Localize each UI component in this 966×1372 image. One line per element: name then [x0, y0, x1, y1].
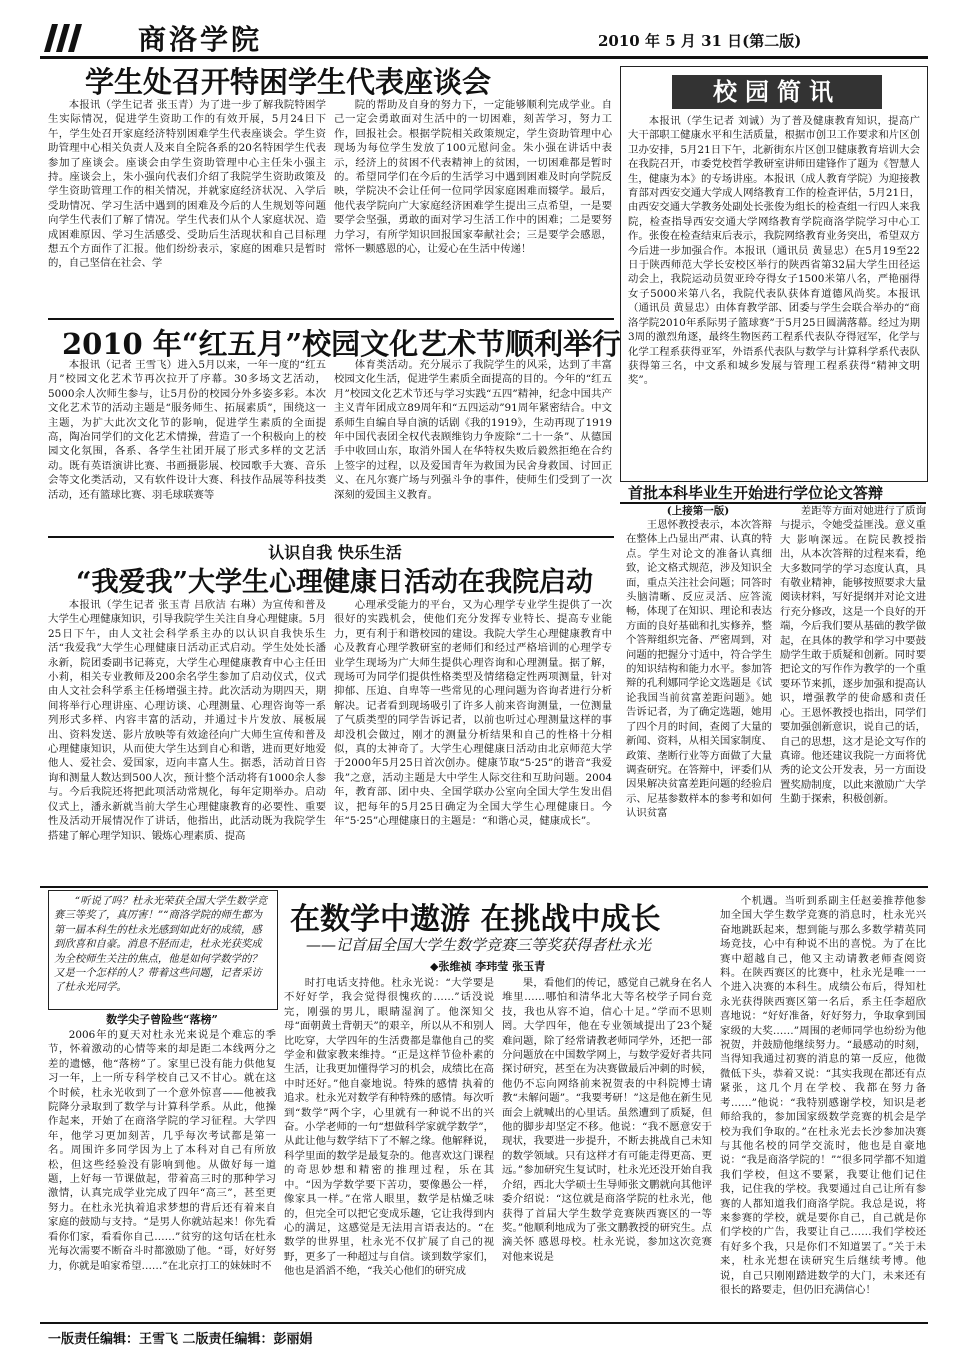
article4-headline: 首批本科毕业生开始进行学位论文答辩 — [628, 484, 884, 502]
article5-intro: “听说了吗？杜永光荣获全国大学生数学竞赛三等奖了，真厉害！”“商洛学院的师生都为第一届本科生的杜永光感到如此好的成绩，感到欣喜和自豪。消息不胫而走，杜永光获奖成为全校师生关注的焦点，他是如何学数学的？又是一个怎样的人？带着这些问题，记者采访了杜永光同学。 — [54, 895, 268, 994]
article4-col1-text: 王恩怀教授表示，本次答辩在整体上凸显出严肃、认真的特点。学生对论文的准备认真细致，论文格式规范，涉及知识全面，重点关注社会问题；同答时头脑清晰、反应灵活、应答流畅，体现了在知识、理论和表达方面的良好基础和扎实修养，整个答辩组织完备、严密周到，对问题的把握分寸适中，符合学生的知识结构和能力水平。参加答辩的孔利娜同学论文选题是《试论我国当前贫富差距问题》。她告诉记者，为了确定选题，她用了四个月的时间，查阅了大量的新闻、资料，从相关国家制度、政策、垄断行业等方面做了大量调查研究。在答辩中，评委们从因果解决贫富差距问题的经验启示、尼基参数样本的参考和如何认识贫富 — [626, 519, 772, 820]
footer-editors: 一版责任编辑：王雪飞 二版责任编辑：彭丽娟 — [48, 1332, 313, 1347]
article3-col2 — [334, 598, 612, 880]
article5-col1 — [48, 1028, 276, 1318]
article5-subtitle: ——记首届全国大学生数学竞赛三等奖获得者杜永光 — [306, 936, 652, 954]
article3-kicker: 认识自我 快乐生活 — [268, 543, 402, 562]
divider — [48, 318, 614, 320]
article2-col2 — [334, 358, 612, 533]
article5-col3-text: 果，看他们的传记，感觉自己就身在名人堆里……哪怕和清华北大等名校学子同台竞技，我也从容不迫，信心十足。”学而不思则罔。大学四年，他在专业领域提出了23个疑难问题，除了经常请教老师同学外，还把一部分问题放在中国数学网上，与数学爱好者共同探讨研究，甚至在为决赛做最后冲刺的时候，他仍不忘向网络前来祝贺表的中科院博士请教“未解问题”。“我要考研！”这是他在新生见面会上就喊出的心里话。虽然遭到了质疑，但他的脚步却坚定不移。他说：“我不愿意安于现状，我要进一步提升，不断去挑战自己未知的数学领域。只有这样才有可能走得更高、更远。”参加研究生复试时，杜永光还没开始自我介绍，西北大学硕士生导师张文鹏就向其他评委介绍说：“这位就是商洛学院的杜永光，他获得了首届大学生数学竞赛陕西赛区的一等奖。”他顺利地成为了张文鹏教授的研究生。点滴关怀 感恩母校。杜永光说，参加这次竞赛对他来说是 — [502, 977, 712, 1263]
article3-col1-text: 本报讯（学生记者 张玉青 吕欣洁 右琳）为宣传和普及大学生心理健康知识，引导我院学生关注自身心理健康。5月25日下午，由人文社会科学系主办的以认识自我快乐生活“我爱我”大学生心理健康日活动正式启动。学生处处长潘永新，院团委副书记蒋克，大学生心理健康教育中心主任田小莉，相关专业教师及200余名学生参加了启动仪式，仪式由人文社会科学系主任杨增强主持。此次活动为期四天，期间将举行心理讲座、心理访谈、心理测量、心理咨询等一系列形式多样、内容丰富的活动，并通过卡片发放、展板展出、资料发送、影片放映等有效途径向广大师生宣传和普及心理健康知识，从而使大学生达到自心和谐，进而更好地爱他人、爱社会、爱国家，迈向丰富人生。据悉，活动首日咨询和测量人数达到500人次，预计整个活动将有1000余人参与。今后我院还将把此项活动常规化，每年定期举办。启动仪式上，潘永新就当前大学生心理健康教育的必要性、重要性及活动开展情况作了讲话，他指出，此活动既为我院学生搭建了解心理学知识、锻炼心理素质、提高 — [48, 599, 326, 842]
article4-col2-text: 差距等方面对她进行了质询与提示，令她受益匪浅。意义重大 影响深远。在院民教授指出，从本次答辩的过程来看，绝大多数同学的学习态度认真，具有敬业精神，能够按照要求大量阅读材料，写好提纲并对论文进行充分修改，这是一个良好的开端，今后我们要从基础的教学做起，在具体的教学和学习中要鼓励学生敢于质疑和创新。同时要把论文的写作作为教学的一个重要环节来抓，逐步加强和提高认识，增强教学的使命感和责任心。王恩怀教授也指出，同学们要加强创新意识，说自己的话，自己的思想，这才是论文写作的真谛。他还建议我院一方面将优秀的论文公开发表，另一方面设置奖励制度，以此来激励广大学生勤于探索，积极创新。 — [780, 505, 926, 806]
article3-headline: “我爱我”大学生心理健康日活动在我院启动 — [76, 567, 594, 598]
masthead-logo-bars — [42, 22, 102, 52]
article5-col4 — [720, 894, 926, 1318]
article5-col2 — [284, 976, 494, 1318]
article5-col2-text: 时打电话支持他。杜永光说：“大学要是不好好学，我会觉得很愧疚的……”话没说完，刚强的男儿，眼睛湿润了。他深知父母“面朝黄土背朝天”的艰辛，所以从不和别人比吃穿，大学四年的生活费都是靠他自己的奖学金和做家教来维持。“正是这样节俭朴素的生活，让我更加懂得学习的机会，成绩比在高中时还好。”他自豪地说。特殊的感情 执着的追求。杜永光对数学有种特殊的感情。每次听到“数学”两个字，心里就有一种说不出的兴奋。小学老师的一句“想做科学家就学数学”，从此让他与数学结下了不解之缘。他解释说，科学里面的数学是最复杂的。他喜欢这门课程的奇思妙想和精密的推理过程，乐在其中。“因为学数学要下苦功，要像愚公一样，像家具一样。”在常人眼里，数学是枯燥乏味的，但完全可以把它变成乐趣，它让我得到内心的满足，这感觉是无法用言语表达的。“在数学的世界里，杜永光不仅扩展了自己的视野，更多了一种超过与自信。谈到数学家们，他也是滔滔不绝，“我关心他们的研究成 — [284, 977, 494, 1278]
divider — [48, 536, 614, 538]
article3-col1 — [48, 598, 326, 880]
masthead-name: 商洛学院 — [138, 23, 263, 56]
article2-col2-text: 体育类活动。充分展示了我院学生的风采，达到了丰富校园文化生活，促进学生素质全面提高的目的。今年的“红五月”校园文化艺术节还与学习实践“五四”精神，纪念中国共产主义青年团成立89周年和“五四运动”91周年紧密结合。中文系师生自编自导自演的话剧《我的1919》，生动再现了1919年中国代表团全权代表顾维钧力争废除“二十一条”、从德国手中收回山东，取消外国人在华特权失败后毅然拒绝在合约上签字的过程，以及爱国青年为救国为民舍身救国、讨回正义、在凡尔赛广场与列强斗争的事件，使师生们受到了一次深刻的爱国主义教育。 — [334, 359, 612, 501]
article1-col1-text: 本报讯（学生记者 张玉青）为了进一步了解我院特困学生实际情况，促进学生资助工作的有效开展，5月24日下午，学生处召开家庭经济特别困难学生代表座谈会。学生资助管理中心相关负责人及来自全院各系的20名特困学生代表参加了座谈会。座谈会由学生资助管理中心主任朱小强主持。座谈会上，朱小强向代表们介绍了我院学生资助政策及学生资助管理工作的相关情况，并就家庭经济状况、入学后受助情况、学习生活中遇到的困难及今后的人生规划等问题向学生代表们了解了情况。学生代表们从个人家庭状况、造成困难原因、学习生活感受、受助后生活现状和自己目标理想五个方面作了汇报。他们纷纷表示，家庭的困难只是暂时的，自己坚信在社会、学 — [48, 99, 326, 270]
masthead-date: 2010 年 5 月 31 日(第二版) — [598, 32, 802, 50]
sidebar-title: 校园简讯 — [672, 75, 882, 109]
article2-col1-text: 本报讯（记者 王雪飞）进入5月以来，一年一度的“红五月”校园文化艺术节再次拉开了序幕。30多场文艺活动，5000余人次师生参与，让5月份的校园分外多姿多彩。本次文化艺术节的活动主题是“服务师生、拓展素质”，围绕这一主题，为扩大此次文化节的影响，促进学生素质的全面提高，陶冶同学们的文化艺术情操，营造了一个积极向上的校园文化氛围，各系、各学生社团开展了形式多样的文艺活动。既有英语演讲比赛、书画摄影展、校园歌手大赛、音乐会等文化类活动，又有软件设计大赛、科技作品展等科技类活动，还有篮球比赛、羽毛球联赛等 — [48, 359, 326, 501]
article5-intro-block — [54, 894, 272, 1004]
sidebar-text-block — [628, 114, 920, 476]
article5-col1-text: 2006年的夏天对杜永光来说是个难忘的季节，怀着激动的心情等来的却是距二本线两分之差的遗憾，他“落榜”了。家里已没有能力供他复习一年，上一所专科学校自己又不甘心。就在这个时候，杜永光收到了一个意外惊喜——他被我院降分录取到了数学与计算科学系。从此，他操作起来，开始了在商洛学院的学习征程。大学四年，他学习更加刻苦，几乎每次考试都是第一名。周围许多同学因为上了本科对自己有所放松，但这些经验没有影响到他。从做好每一道题，上好每一节课做起，带着高三时的那种学习激情，认真完成学业完成了四年“高三”，甚至更努力。在杜永光执着追求梦想的背后还有着来自家庭的鼓励与支持。“是男人你就站起来！你先看看你们家，看看你自己……”贫穷的这句话在杜永光每次需要不断奋斗时都激励了他。“哥，好好努力，你就是咱家希望……”在北京打工的妹妹时不 — [48, 1029, 276, 1272]
article4-col1 — [626, 518, 772, 880]
article4-col2 — [780, 504, 926, 880]
article1-col2-text: 院的帮助及自身的努力下，一定能够顺利完成学业。自己一定会勇敢面对生活中的一切困难，刻苦学习，努力工作，回报社会。根据学院相关政策规定，学生资助管理中心现场为每位学生发放了100元慰问金。朱小强在讲话中表示，经济上的贫困不代表精神上的贫困，一切困难都是暂时的。希望同学们在今后的生活学习中遇到困难及时向学院反映，学院决不会让任何一位同学因家庭困难而辍学。最后，他代表学院向广大家庭经济困难学生提出三点希望，一是要要学会坚强，勇敢的面对学习生活工作中的困难；二是要努力学习，有所学知识回报国家奉献社会；三是要学会感恩，常怀一颗感恩的心，让爱心在生活中传递！ — [334, 99, 612, 256]
footer-rule — [40, 1322, 928, 1324]
article2-headline: 2010 年“红五月”校园文化艺术节顺利举行 — [62, 327, 622, 361]
masthead-rule — [40, 56, 928, 59]
article5-col3 — [502, 976, 712, 1318]
article2-col1 — [48, 358, 326, 533]
section-rule — [40, 886, 928, 888]
sidebar-text: 本报讯（学生记者 刘诚）为了普及健康教育知识，提高广大干部职工健康水平和生活质量，根据市创卫工作要求和片区创卫办安排，5月21日下午，北新街东片区创卫健康教育培训大会在我院召开，市委党校哲学教研室讲师田建锋作了题为《智慧人生，健康为本》的专场讲座。本报讯（成人教育学院）为迎接教育部对西安交通大学成人网络教育工作的检查评估，5月21日，由西安交通大学教务处副处长张俊为组长的检查组一行四人来我院，检查指导西安交通大学网络教育学院商洛学院学习中心工作。张俊在检查结束后表示，我院网络教育业务突出，希望双方今后进一步加强合作。本报讯（通讯员 黄显忠）在5月19至22日于陕西师范大学长安校区举行的陕西省第32届大学生田径运动会上，我院运动员贺亚玲夺得女子1500米第八名，严艳丽得女子5000米第八名，我院代表队获体育道德风尚奖。本报讯（通讯员 黄显忠）由体育教学部、团委与学生会联合举办的“商洛学院2010年系际男子篮球赛”于5月25日圆满落幕。经过为期3周的激烈角逐，最终生物医药工程系代表队夺得冠军，化学与化学工程系获得亚军，外语系代表队与数学与计算科学系代表队获得第三名，中文系和城乡发展与管理工程系获得“精神文明奖”。 — [628, 115, 920, 387]
article5-headline: 在数学中遨游 在挑战中成长 — [290, 902, 661, 937]
article1-col1 — [48, 98, 326, 313]
article5-col4-text: 个机遇。当听到系副主任赵姜推荐他参加全国大学生数学竞赛的消息时，杜永光兴奋地跳跃起来，想到能与那么多数学精英同场竞技，心中有种说不出的喜悦。为了在比赛中超越自己，他又主动请教老师查阅资料。在陕西赛区的比赛中，杜永光是唯一一个进入决赛的本科生。成绩公布后，得知杜永光获得陕西赛区第一名后，系主任李超欣喜地说：“好好准备，好好努力，争取拿到国家级的大奖……”周围的老师同学也纷纷为他祝贺，并鼓励他继续努力。“最感动的时刻，当得知我通过初赛的消息的第一反应，他微微低下头，恭着又说：“其实我现在都还有点紧张，这几个月在学校、我都在努力备考……”他说：“我特别感谢学校，知识是老师给我的，参加国家级数学竞赛的机会是学校为我们争取的。”在杜永光去长沙参加决赛与其他名校的同学交流时，他也是自豪地说：“我是商洛学院的！”“很多同学都不知道我们学校，但这不要紧，我要让他们记住我，记住我的学校。我要通过自己让所有参赛的人都知道我们商洛学院。我总是说，将来参赛的学校，就是要你自己，自己就是你们学校的广告，我要让自己……我们学校还有好多个我，只是你们不知道罢了。”关于未来，杜永光想在读研究生后继续考博。他说，自己只刚刚踏进数学的大门，未来还有很长的路要走，但仍旧充满信心！ — [720, 895, 926, 1296]
article3-col2-text: 心理承受能力的平台，又为心理学专业学生提供了一次很好的实践机会，使他们充分发挥专业特长、提高专业能力，更有利于和谐校园的建设。我院大学生心理健康教育中心及教育心理学教研室的老师们和经过严格培训的心理学专业学生现场为广大师生提供心理咨询和心理测量。据了解，现场可为同学们提供性格类型及情绪稳定性两项测量，针对抑郁、压迫、自卑等一些常见的心理问题为咨询者进行分析解决。记者看到现场吸引了许多人前来咨询测量，一位测量了气质类型的同学告诉记者，以前也听过心理测量这样的事却没机会做过，刚才的测量分析结果和自己的性格十分相似，真的太神奇了。大学生心理健康日活动由北京师范大学于2000年5月25日首次创办。健康节取“5·25”的谐音“我爱我”之意，活动主题是大中学生人际交往和互助问题。2004年，教育部、团中央、全国学联办公室向全国大学生发出倡议，把每年的5月25日确定为全国大学生心理健康日。今年“5·25”心理健康日的主题是：“和谐心灵，健康成长”。 — [334, 599, 612, 828]
article4-continued: (上接第一版) — [666, 505, 730, 517]
article5-sub1: 数学尖子曾险些“落榜” — [106, 1013, 218, 1026]
article5-byline: ◆张维祯 李玮莹 张玉青 — [430, 960, 546, 973]
article1-headline: 学生处召开特困学生代表座谈会 — [85, 65, 492, 99]
article1-col2 — [334, 98, 612, 313]
